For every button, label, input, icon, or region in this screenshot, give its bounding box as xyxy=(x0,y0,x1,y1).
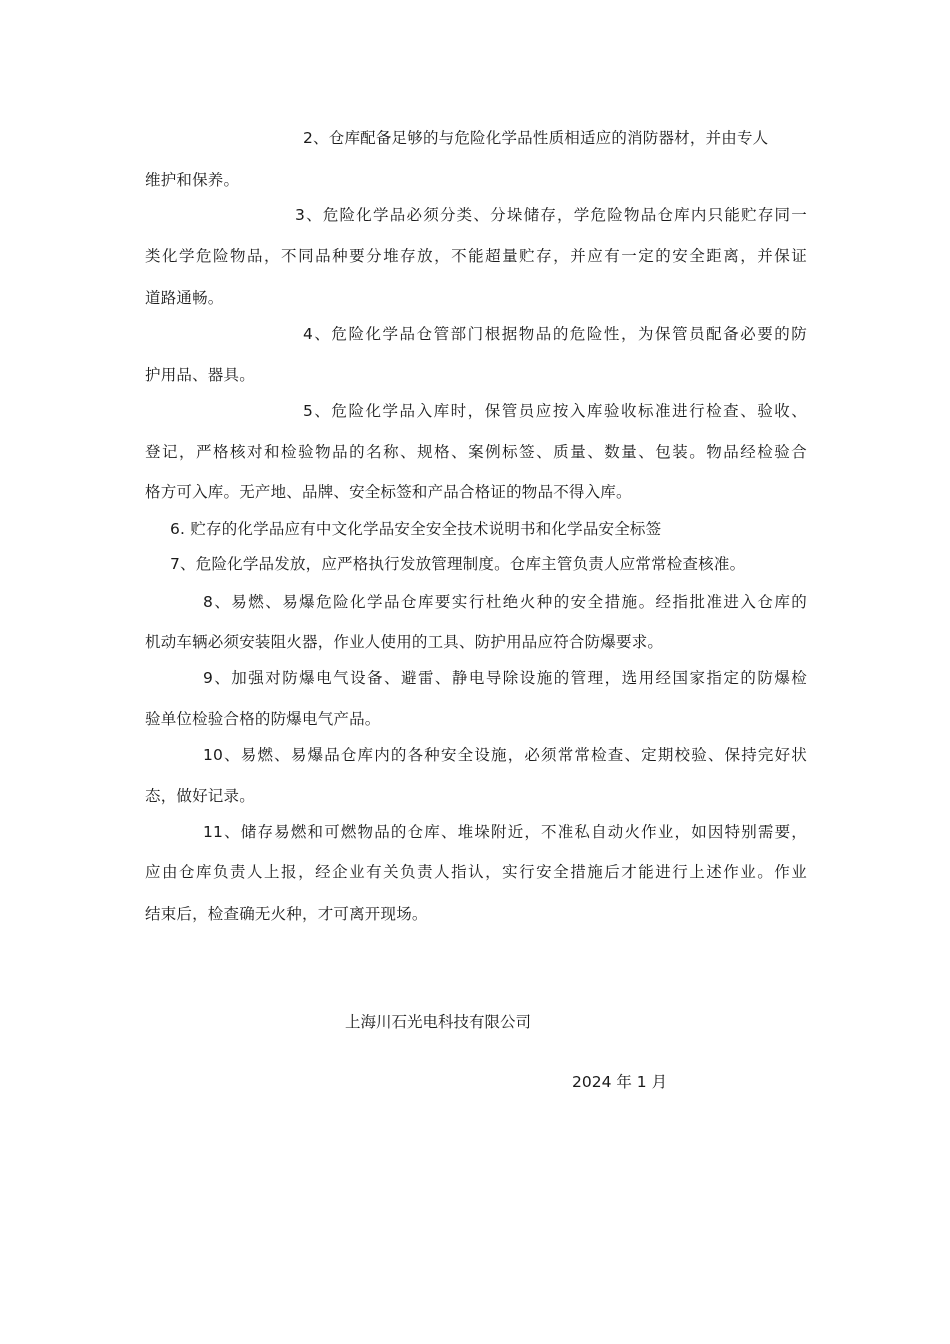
item-7-line-1: 7、危险化学品发放，应严格执行发放管理制度。仓库主管负责人应常常检查核准。 xyxy=(170,555,746,573)
item-6-line-1: 6. 贮存的化学品应有中文化学品安全安全技术说明书和化学品安全标签 xyxy=(170,520,662,538)
item-3-line-3: 道路通畅。 xyxy=(145,289,224,307)
item-4-line-1: 4、危险化学品仓管部门根据物品的危险性，为保管员配备必要的防 xyxy=(303,325,807,343)
item-3-line-2: 类化学危险物品，不同品种要分堆存放，不能超量贮存，并应有一定的安全距离，并保证 xyxy=(145,247,807,265)
item-10-line-2: 态，做好记录。 xyxy=(145,787,255,805)
item-11-line-2: 应由仓库负责人上报，经企业有关负责人指认，实行安全措施后才能进行上述作业。作业 xyxy=(145,863,807,881)
item-5-line-3: 格方可入库。无产地、品牌、安全标签和产品合格证的物品不得入库。 xyxy=(145,483,632,501)
item-3-line-1: 3、危险化学品必须分类、分垛储存，学危险物品仓库内只能贮存同一 xyxy=(295,206,807,224)
document-date: 2024 年 1 月 xyxy=(572,1073,668,1091)
item-2-line-2: 维护和保养。 xyxy=(145,171,240,189)
item-2-line-1: 2、仓库配备足够的与危险化学品性质相适应的消防器材，并由专人 xyxy=(303,129,769,147)
item-9-line-2: 验单位检验合格的防爆电气产品。 xyxy=(145,710,381,728)
item-5-line-2: 登记，严格核对和检验物品的名称、规格、案例标签、质量、数量、包装。物品经检验合 xyxy=(145,443,807,461)
item-11-line-3: 结束后，检查确无火种，才可离开现场。 xyxy=(145,905,428,923)
item-8-line-1: 8、易燃、易爆危险化学品仓库要实行杜绝火种的安全措施。经指批准进入仓库的 xyxy=(203,593,807,611)
item-5-line-1: 5、危险化学品入库时，保管员应按入库验收标准进行检查、验收、 xyxy=(303,402,807,420)
item-8-line-2: 机动车辆必须安装阻火器，作业人使用的工具、防护用品应符合防爆要求。 xyxy=(145,633,664,651)
item-11-line-1: 11、储存易燃和可燃物品的仓库、堆垛附近，不准私自动火作业，如因特别需要， xyxy=(203,823,807,841)
item-9-line-1: 9、加强对防爆电气设备、避雷、静电导除设施的管理，选用经国家指定的防爆检 xyxy=(203,669,807,687)
company-name: 上海川石光电科技有限公司 xyxy=(345,1013,532,1031)
item-10-line-1: 10、易燃、易爆品仓库内的各种安全设施，必须常常检查、定期校验、保持完好状 xyxy=(203,746,807,764)
item-4-line-2: 护用品、器具。 xyxy=(145,366,255,384)
